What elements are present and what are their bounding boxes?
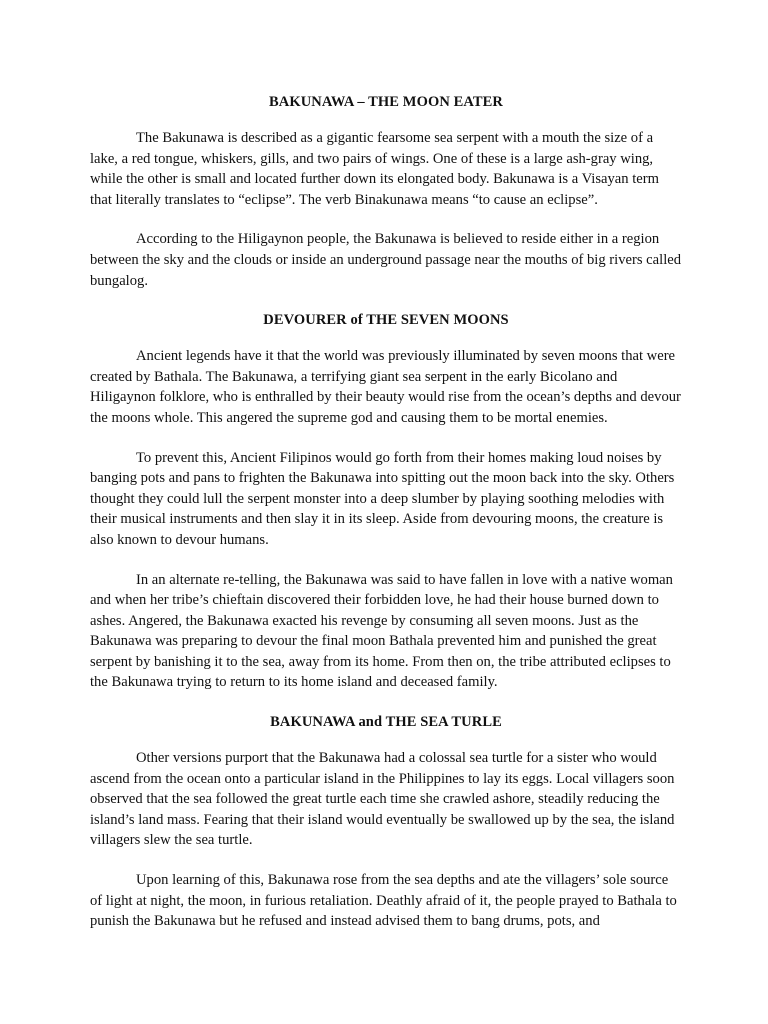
paragraph: The Bakunawa is described as a gigantic fearsome sea serpent with a mouth the size of a lake, a red tongue, whiskers, gills, and two pairs of wings. One of these is a large ash-gray wing, while the other is small and located further down its elongated body. Bakunawa is a Visayan term that literally translates to “eclipse”. The verb Binakunawa means “to cause an eclipse”.: [90, 130, 659, 208]
section-sea-turtle: [90, 712, 682, 932]
paragraph: Other versions purport that the Bakunawa had a colossal sea turtle for a sister who would ascend from the ocean onto a particular island in the Philippines to lay its eggs. Local villagers soon observed that the sea followed the great turtle each time she crawled ashore, steadily reducing the island’s land mass. Fearing that their island would eventually be swallowed up by the sea, the island villagers slew the sea turtle.: [90, 750, 675, 849]
section-heading: BAKUNAWA and THE SEA TURLE: [270, 714, 502, 731]
paragraph: Ancient legends have it that the world was previously illuminated by seven moons that were created by Bathala. The Bakunawa, a terrifying giant sea serpent in the early Bicolano and Hiligaynon folklore, who is enthralled by their beauty would rise from the ocean’s depths and devour the moons whole. This angered the supreme god and causing them to be mortal enemies.: [90, 348, 681, 426]
paragraph: To prevent this, Ancient Filipinos would go forth from their homes making loud noises by banging pots and pans to frighten the Bakunawa into spitting out the moon back into the sky. Others thought they could lull the serpent monster into a deep slumber by playing soothing melodies with their musical instruments and then slay it in its sleep. Aside from devouring moons, the creature is also known to devour humans.: [90, 449, 675, 548]
section-moon-eater: [90, 92, 682, 291]
section-heading: DEVOURER of THE SEVEN MOONS: [263, 312, 509, 329]
section-seven-moons: [90, 310, 682, 693]
section-heading: BAKUNAWA – THE MOON EATER: [269, 94, 503, 110]
paragraph: According to the Hiligaynon people, the Bakunawa is believed to reside either in a region between the sky and the clouds or inside an underground passage near the mouths of big rivers called bungalog.: [90, 231, 682, 289]
paragraph: In an alternate re-telling, the Bakunawa was said to have fallen in love with a native woman and when her tribe’s chieftain discovered their forbidden love, he had their house burned down to ashes. Angered, the Bakunawa exacted his revenge by consuming all seven moons. Just as the Bakunawa was preparing to devour the final moon Bathala prevented him and punished the great serpent by banishing it to the sea, away from its home. From then on, the tribe attributed eclipses to the Bakunawa trying to return to its home island and deceased family.: [90, 571, 673, 691]
paragraph: Upon learning of this, Bakunawa rose from the sea depths and ate the villagers’ sole source of light at night, the moon, in furious retaliation. Deathly afraid of it, the people prayed to Bathala to punish the Bakunawa but he refused and instead advised them to bang drums, pots, and: [90, 872, 677, 930]
